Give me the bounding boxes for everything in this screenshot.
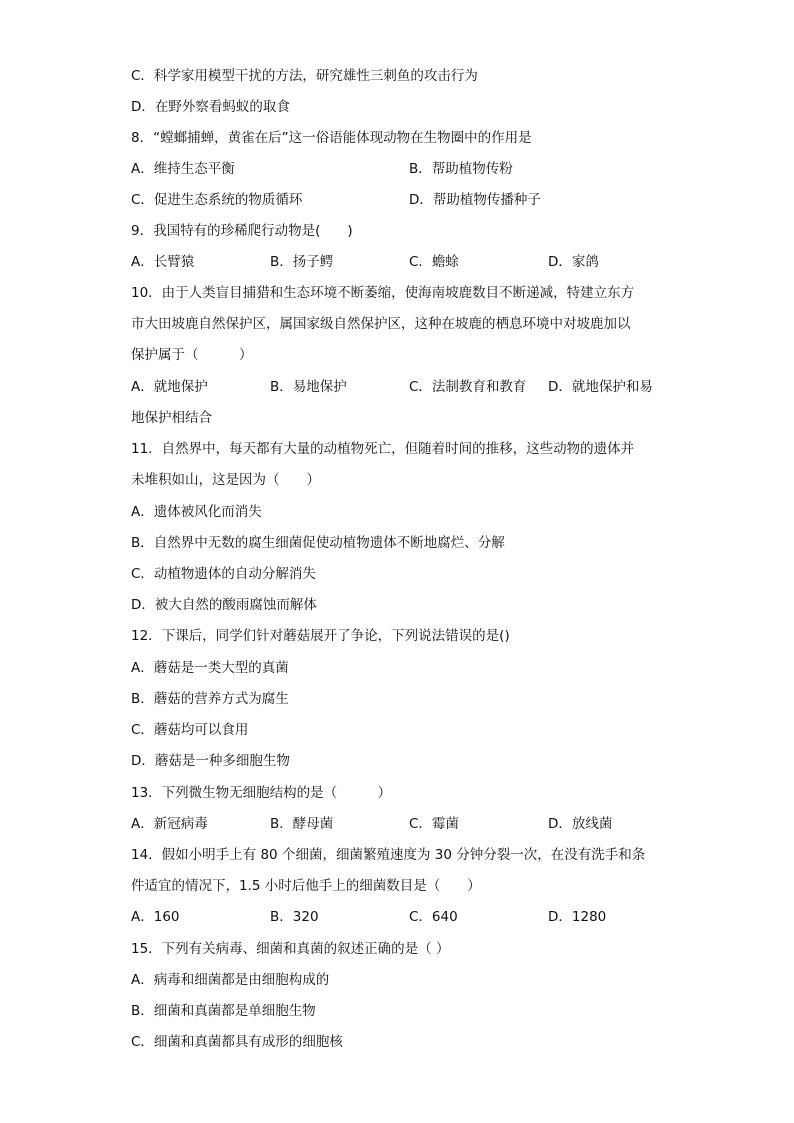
q13-options — [131, 814, 671, 834]
q8-option-c: C．促进生态系统的物质循环 — [131, 192, 303, 208]
q8-options-row2 — [131, 190, 671, 210]
q9-option-d: D．家鸽 — [548, 254, 599, 270]
q11-option-a: A．遗体被风化而消失 — [131, 504, 262, 520]
q13-option-c: C．霉菌 — [409, 816, 459, 832]
q12-option-b: B．蘑菇的营养方式为腐生 — [131, 691, 289, 707]
q12-option-c: C．蘑菇均可以食用 — [131, 722, 249, 738]
q10-option-d-cont: 地保护相结合 — [131, 410, 212, 426]
q10-stem-line2: 市大田坡鹿自然保护区，属国家级自然保护区，这种在坡鹿的栖息环境中对坡鹿加以 — [131, 316, 631, 332]
q14-option-d: D．1280 — [548, 909, 607, 925]
q10-option-a: A．就地保护 — [131, 379, 208, 395]
q13-option-a: A．新冠病毒 — [131, 816, 208, 832]
q9-options — [131, 252, 671, 272]
q10-stem-line3: 保护属于（ ） — [131, 347, 253, 363]
q14-stem-line1: 14．假如小明手上有 80 个细菌，细菌繁殖速度为 30 分钟分裂一次，在没有洗手和条 — [131, 847, 646, 863]
q13-stem: 13．下列微生物无细胞结构的是（ ） — [131, 785, 392, 801]
q7-option-c: C．科学家用模型干扰的方法，研究雄性三刺鱼的攻击行为 — [131, 68, 478, 84]
q15-option-b: B．细菌和真菌都是单细胞生物 — [131, 1003, 316, 1019]
q9-option-a: A．长臂猿 — [131, 254, 195, 270]
q10-stem-line1: 10．由于人类盲目捕猎和生态环境不断萎缩，使海南坡鹿数目不断递减，特建立东方 — [131, 285, 635, 301]
q14-option-c: C．640 — [409, 909, 458, 925]
q11-option-b: B．自然界中无数的腐生细菌促使动植物遗体不断地腐烂、分解 — [131, 535, 505, 551]
q8-options-row1 — [131, 159, 671, 179]
q15-option-c: C．细菌和真菌都具有成形的细胞核 — [131, 1034, 343, 1050]
q7-option-d: D．在野外察看蚂蚁的取食 — [131, 99, 290, 115]
q14-option-b: B．320 — [270, 909, 319, 925]
q13-option-b: B．酵母菌 — [270, 816, 334, 832]
q10-option-d: D．就地保护和易 — [548, 379, 653, 395]
q15-option-a: A．病毒和细菌都是由细胞构成的 — [131, 972, 330, 988]
q11-stem-line2: 未堆积如山，这是因为（ ） — [131, 472, 320, 488]
q14-options — [131, 907, 671, 927]
q14-option-a: A．160 — [131, 909, 180, 925]
q10-option-b: B．易地保护 — [270, 379, 347, 395]
q10-option-c: C．法制教育和教育 — [409, 379, 527, 395]
q12-option-d: D．蘑菇是一种多细胞生物 — [131, 753, 290, 769]
q8-option-a: A．维持生态平衡 — [131, 161, 235, 177]
q11-option-d: D．被大自然的酸雨腐蚀而解体 — [131, 597, 317, 613]
q12-stem: 12．下课后，同学们针对蘑菇展开了争论，下列说法错误的是() — [131, 628, 510, 644]
q14-stem-line2: 件适宜的情况下，1.5 小时后他手上的细菌数目是（ ） — [131, 878, 481, 894]
q11-option-c: C．动植物遗体的自动分解消失 — [131, 566, 316, 582]
q8-stem: 8．“螳螂捕蝉，黄雀在后”这一俗语能体现动物在生物圈中的作用是 — [131, 130, 532, 146]
q10-options — [131, 377, 671, 397]
q9-stem: 9．我国特有的珍稀爬行动物是( ) — [131, 223, 353, 239]
q12-option-a: A．蘑菇是一类大型的真菌 — [131, 660, 289, 676]
q9-option-b: B．扬子鳄 — [270, 254, 334, 270]
q9-option-c: C．蟾蜍 — [409, 254, 459, 270]
q11-stem-line1: 11．自然界中，每天都有大量的动植物死亡，但随着时间的推移，这些动物的遗体并 — [131, 441, 635, 457]
q8-option-b: B．帮助植物传粉 — [409, 161, 513, 177]
q8-option-d: D．帮助植物传播种子 — [409, 192, 541, 208]
q15-stem: 15．下列有关病毒、细菌和真菌的叙述正确的是（ ） — [131, 941, 450, 957]
q13-option-d: D．放线菌 — [548, 816, 613, 832]
